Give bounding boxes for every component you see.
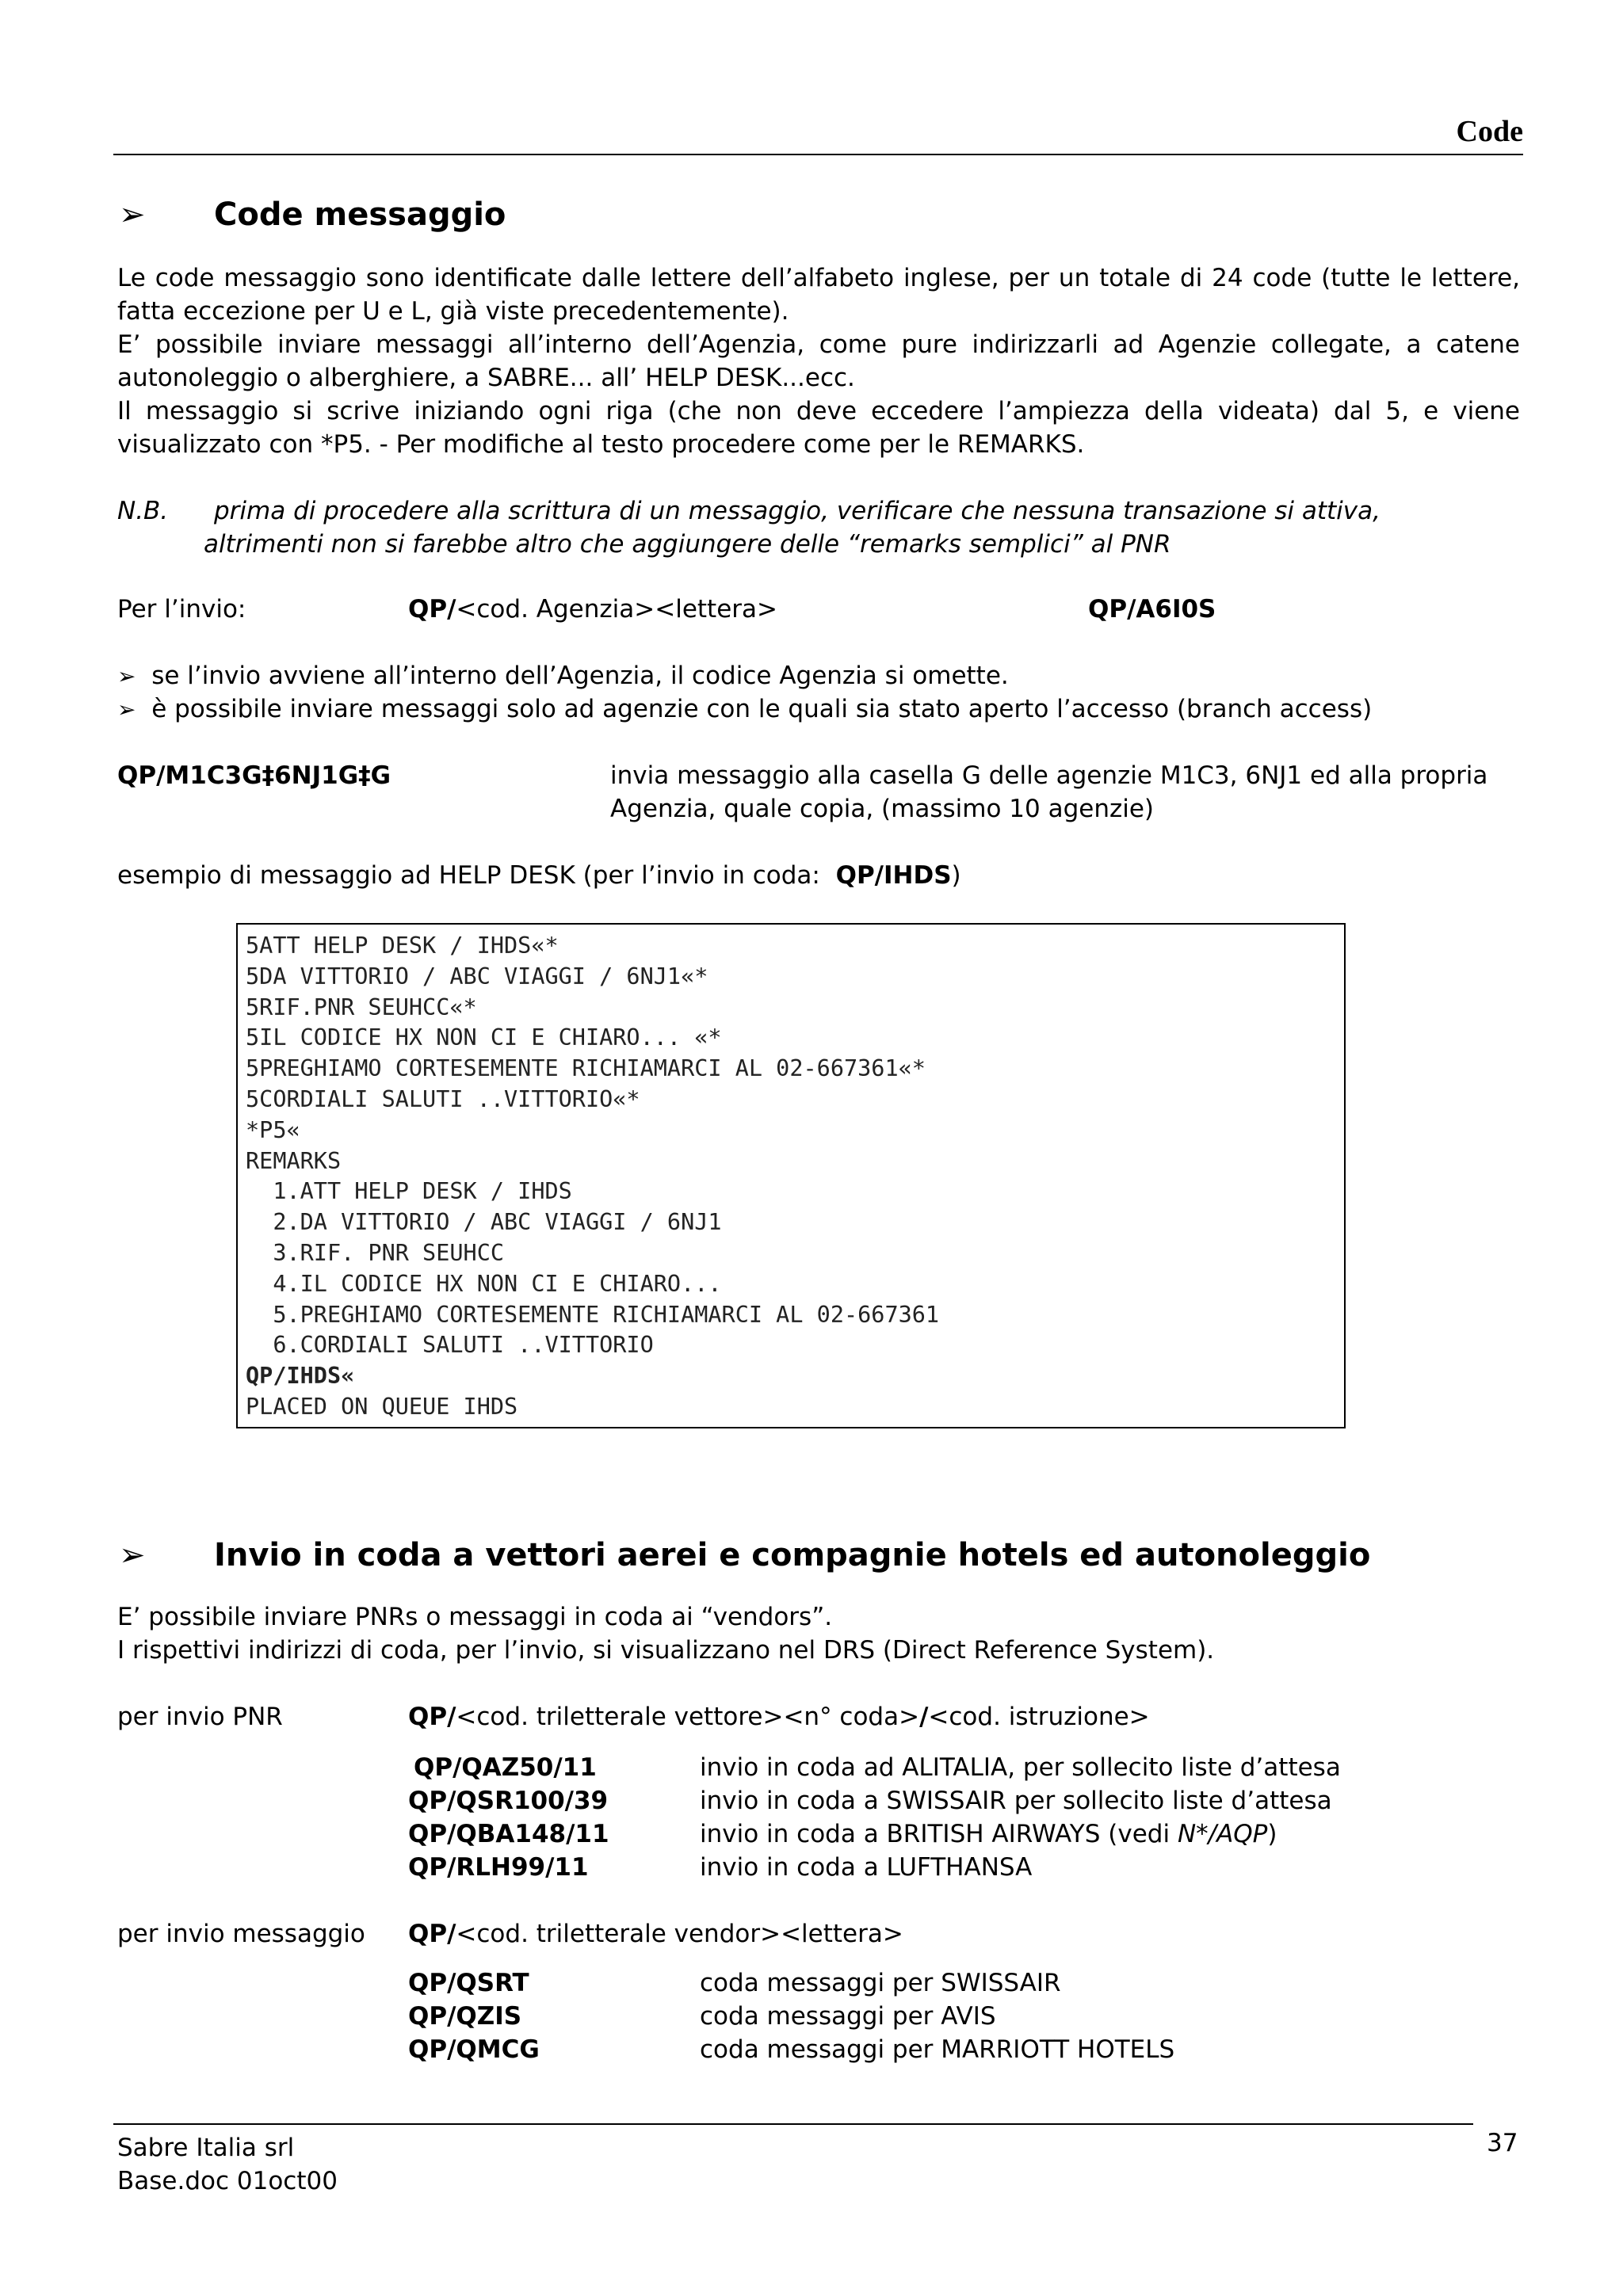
- pnr-example-desc-ref: N*/AQP: [1177, 1820, 1268, 1848]
- terminal-line: QP/IHDS«: [246, 1363, 355, 1390]
- bullet-arrow-icon: ➢: [117, 696, 136, 723]
- nb-text-line2: altrimenti non si farebbe altro che aggiungere delle “remarks semplici” al PNR: [204, 530, 1171, 559]
- terminal-line: *P5«: [246, 1116, 300, 1143]
- terminal-line: 5CORDIALI SALUTI ..VITTORIO«*: [246, 1085, 640, 1112]
- nb-label: N.B.: [117, 497, 169, 525]
- terminal-line: 1.ATT HELP DESK / IHDS: [246, 1178, 572, 1205]
- section-title-code-messaggio: Code messaggio: [214, 196, 506, 233]
- header-rule: [113, 154, 1523, 155]
- pnr-example-desc-end: ): [1267, 1820, 1277, 1848]
- msg-example-desc: coda messaggi per MARRIOTT HOTELS: [700, 2035, 1175, 2064]
- multi-agency-desc-line1: invia messaggio alla casella G delle agenzie M1C3, 6NJ1 ed alla propria: [610, 761, 1488, 790]
- terminal-line: 5RIF.PNR SEUHCC«*: [246, 994, 477, 1020]
- pnr-syntax: [408, 1700, 1150, 1733]
- bullet-text: se l’invio avviene all’interno dell’Agenzia, il codice Agenzia si omette.: [151, 662, 1009, 690]
- pnr-example-desc: [700, 1817, 1277, 1851]
- invio-example: QP/A6I0S: [1088, 595, 1216, 624]
- paragraph: E’ possibile inviare PNRs o messaggi in coda ai “vendors”.: [117, 1603, 833, 1631]
- invio-label: Per l’invio:: [117, 595, 246, 624]
- pnr-format-a: <cod. triletterale vettore><n° coda>: [456, 1703, 920, 1731]
- msg-format: <cod. triletterale vendor><lettera>: [456, 1920, 903, 1948]
- terminal-line: PLACED ON QUEUE IHDS: [246, 1393, 518, 1420]
- terminal-line: 4.IL CODICE HX NON CI E CHIARO...: [246, 1270, 722, 1297]
- pnr-label: per invio PNR: [117, 1703, 283, 1731]
- terminal-line: 3.RIF. PNR SEUHCC: [246, 1239, 505, 1266]
- section-title-invio-coda: Invio in coda a vettori aerei e compagnie hotels ed autonoleggio: [214, 1537, 1371, 1573]
- terminal-output-box: [236, 923, 1346, 1428]
- pnr-example-command: QP/QBA148/11: [408, 1820, 609, 1848]
- running-header: Code: [1456, 115, 1523, 148]
- msg-syntax: [408, 1917, 903, 1951]
- terminal-line: 5DA VITTORIO / ABC VIAGGI / 6NJ1«*: [246, 963, 708, 990]
- bullet-arrow-icon: ➢: [117, 663, 136, 689]
- pnr-example-command: QP/QSR100/39: [408, 1787, 609, 1815]
- msg-example-command: QP/QSRT: [408, 1969, 529, 1997]
- pnr-command: QP/: [408, 1703, 456, 1731]
- pnr-format-b: <cod. istruzione>: [928, 1703, 1150, 1731]
- invio-format: <cod. Agenzia><lettera>: [456, 595, 777, 624]
- terminal-line: 5ATT HELP DESK / IHDS«*: [246, 933, 559, 959]
- invio-command: QP/: [408, 595, 456, 624]
- pnr-example-command: QP/QAZ50/11: [414, 1753, 597, 1782]
- paragraph: E’ possibile inviare messaggi all’interno dell’Agenzia, come pure indirizzarli ad Agenzie collegate, a catene autonoleggio o alberghiere, a SABRE... all’ HELP DESK...ecc.: [117, 330, 1520, 392]
- terminal-line: REMARKS: [246, 1147, 342, 1174]
- pnr-example-desc-text: invio in coda a BRITISH AIRWAYS (vedi: [700, 1820, 1178, 1848]
- footer-rule: [113, 2123, 1473, 2125]
- bullet-item: [117, 692, 1372, 727]
- msg-example-command: QP/QZIS: [408, 2002, 522, 2031]
- paragraph: I rispettivi indirizzi di coda, per l’invio, si visualizzano nel DRS (Direct Reference System).: [117, 1636, 1215, 1665]
- pnr-example-desc: invio in coda ad ALITALIA, per sollecito liste d’attesa: [700, 1753, 1341, 1782]
- msg-command: QP/: [408, 1920, 456, 1948]
- example-intro: [117, 859, 961, 892]
- paragraph: Il messaggio si scrive iniziando ogni riga (che non deve eccedere l’ampiezza della videata) dal 5, e viene visualizzato con *P5. - Per modifiche al testo procedere come per le REMARKS.: [117, 397, 1520, 459]
- msg-example-desc: coda messaggi per AVIS: [700, 2002, 996, 2031]
- paragraph: Le code messaggio sono identificate dalle lettere dell’alfabeto inglese, per un totale di 24 code (tutte le lettere, fatta eccezione per U e L, già viste precedentemente).: [117, 264, 1520, 326]
- terminal-line: 2.DA VITTORIO / ABC VIAGGI / 6NJ1: [246, 1209, 722, 1236]
- pnr-example-desc: invio in coda a SWISSAIR per sollecito liste d’attesa: [700, 1787, 1332, 1815]
- page-number: 37: [1487, 2129, 1518, 2157]
- msg-example-command: QP/QMCG: [408, 2035, 540, 2064]
- terminal-line: 5.PREGHIAMO CORTESEMENTE RICHIAMARCI AL 02-667361: [246, 1301, 940, 1328]
- section-arrow-icon: ➢: [119, 196, 146, 233]
- terminal-line: 6.CORDIALI SALUTI ..VITTORIO: [246, 1332, 654, 1359]
- invio-syntax: [408, 593, 777, 626]
- multi-agency-desc-line2: Agenzia, quale copia, (massimo 10 agenzie): [610, 795, 1155, 823]
- terminal-line: 5PREGHIAMO CORTESEMENTE RICHIAMARCI AL 02-667361«*: [246, 1055, 926, 1082]
- bullet-item: [117, 659, 1009, 693]
- footer-company: Sabre Italia srl: [117, 2134, 295, 2162]
- example-close: ): [951, 861, 961, 890]
- nb-text-line1: prima di procedere alla scrittura di un messaggio, verificare che nessuna transazione si attiva,: [214, 497, 1381, 525]
- terminal-line: 5IL CODICE HX NON CI E CHIARO... «*: [246, 1024, 722, 1051]
- pnr-example-desc: invio in coda a LUFTHANSA: [700, 1853, 1033, 1882]
- multi-agency-command: QP/M1C3G‡6NJ1G‡G: [117, 761, 391, 790]
- bullet-text: è possibile inviare messaggi solo ad agenzie con le quali sia stato aperto l’accesso (branch access): [151, 695, 1373, 723]
- example-intro-text: esempio di messaggio ad HELP DESK (per l’invio in coda:: [117, 861, 820, 890]
- pnr-slash: /: [919, 1703, 929, 1731]
- section-arrow-icon: ➢: [119, 1537, 146, 1573]
- footer-doc: Base.doc 01oct00: [117, 2167, 338, 2195]
- example-command: QP/IHDS: [835, 861, 952, 890]
- msg-example-desc: coda messaggi per SWISSAIR: [700, 1969, 1061, 1997]
- msg-label: per invio messaggio: [117, 1920, 365, 1948]
- pnr-example-command: QP/RLH99/11: [408, 1853, 589, 1882]
